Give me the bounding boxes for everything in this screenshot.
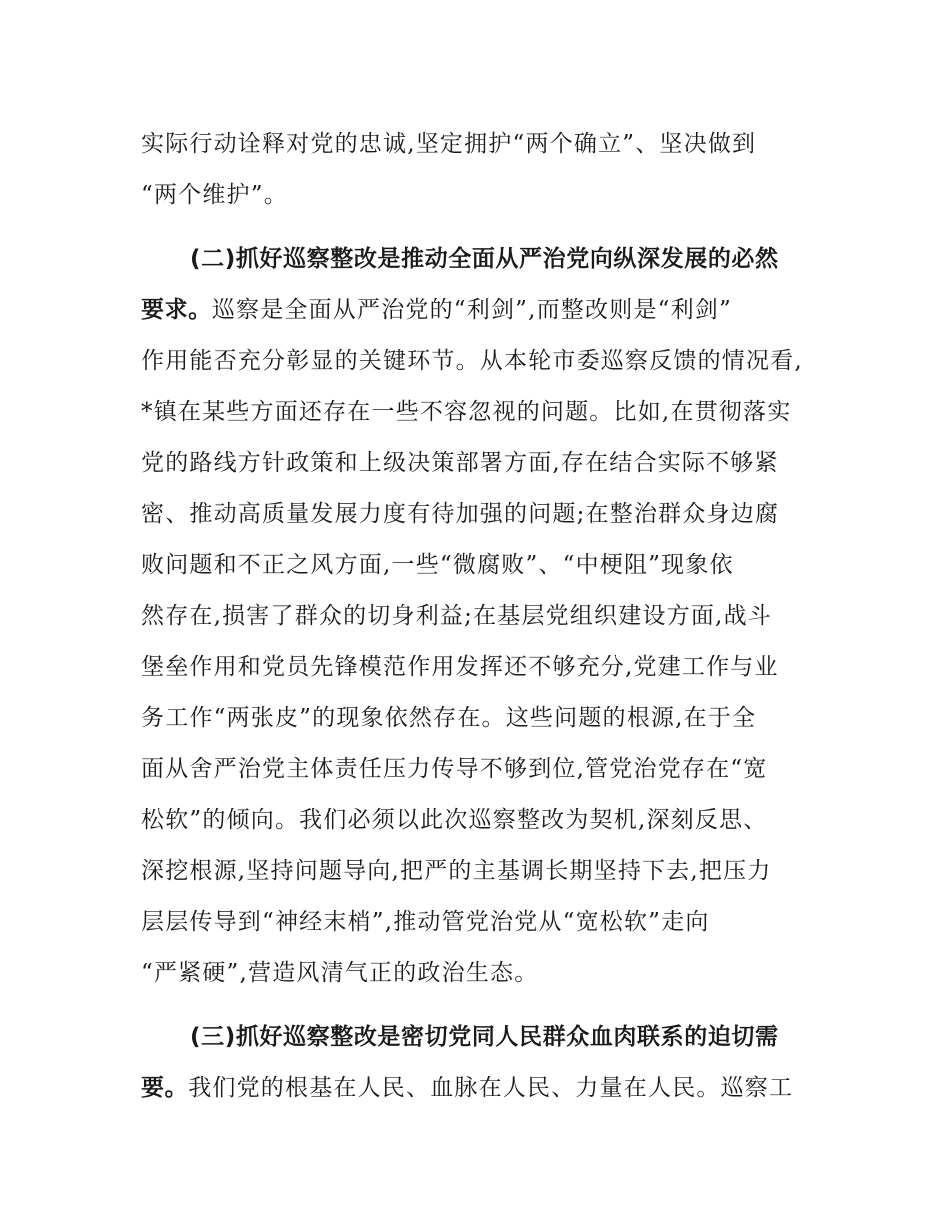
paragraph-2-line-11 (141, 805, 767, 835)
paragraph-1-line-1 (141, 129, 756, 159)
text-segment: 党的路线方针政策和上级决策部署方面,存在结合实际不够紧 (141, 450, 779, 476)
paragraph-2-line-7 (141, 601, 772, 631)
text-segment: 堡垒作用和党员先锋模范作用发挥还不够充分,党建工作与业 (141, 654, 779, 680)
section-3-heading-end: 要。 (141, 1075, 189, 1101)
text-segment: *镇在某些方面还存在一些不容忽视的问题。比如,在贯彻落实 (141, 399, 792, 425)
paragraph-2-line-10 (141, 754, 767, 784)
text-segment: “严紧硬”,营造风清气正的政治生态。 (141, 960, 539, 986)
paragraph-3-line-1 (141, 1073, 793, 1103)
paragraph-2-line-4 (141, 448, 779, 478)
section-3-heading: (三)抓好巡察整改是密切党同人民群众血肉联系的迫切需 (190, 1024, 779, 1050)
paragraph-2-line-2 (141, 346, 803, 376)
paragraph-2-line-9 (141, 703, 756, 733)
paragraph-2-line-1 (141, 295, 732, 325)
text-segment: 面从舍严治党主体责任压力传导不够到位,管党治党存在“宽 (141, 756, 768, 782)
text-segment: 层层传导到“神经末梢”,推动管党治党从“宽松软”走向 (141, 909, 710, 935)
section-2-heading-end: 要求。 (141, 297, 212, 323)
text-segment: 我们党的根基在人民、血脉在人民、力量在人民。巡察工 (188, 1075, 794, 1101)
paragraph-2-line-12 (141, 856, 772, 886)
paragraph-2-line-6 (141, 550, 734, 580)
text-segment: 作用能否充分彰显的关键环节。从本轮市委巡察反馈的情况看, (141, 348, 803, 374)
section-3-heading-line-1 (190, 1022, 779, 1052)
text-segment: 松软”的倾向。我们必须以此次巡察整改为契机,深刻反思、 (141, 807, 768, 833)
paragraph-2-line-3 (141, 397, 791, 427)
paragraph-2-line-8 (141, 652, 779, 682)
text-segment: 实际行动诠释对党的忠诚,坚定拥护“两个确立”、坚决做到 (141, 131, 757, 157)
paragraph-1-line-2 (141, 180, 288, 210)
text-segment: 巡察是全面从严治党的“利剑”,而整改则是“利剑” (211, 297, 732, 323)
paragraph-2-line-13 (141, 907, 710, 937)
text-segment: 密、推动高质量发展力度有待加强的问题;在整治群众身边腐 (141, 501, 780, 527)
text-segment: 务工作“两张皮”的现象依然存在。这些问题的根源,在于全 (141, 705, 757, 731)
section-2-heading: (二)抓好巡察整改是推动全面从严治党向纵深发展的必然 (190, 246, 779, 272)
paragraph-2-line-14 (141, 958, 538, 988)
section-2-heading-line-1 (190, 244, 779, 274)
text-segment: 然存在,损害了群众的切身利益;在基层党组织建设方面,战斗 (141, 603, 772, 629)
paragraph-2-line-5 (141, 499, 779, 529)
text-segment: 败问题和不正之风方面,一些“微腐败”、“中梗阻”现象依 (141, 552, 734, 578)
text-segment: “两个维护”。 (141, 182, 288, 208)
text-segment: 深挖根源,坚持问题导向,把严的主基调长期坚持下去,把压力 (141, 858, 772, 884)
